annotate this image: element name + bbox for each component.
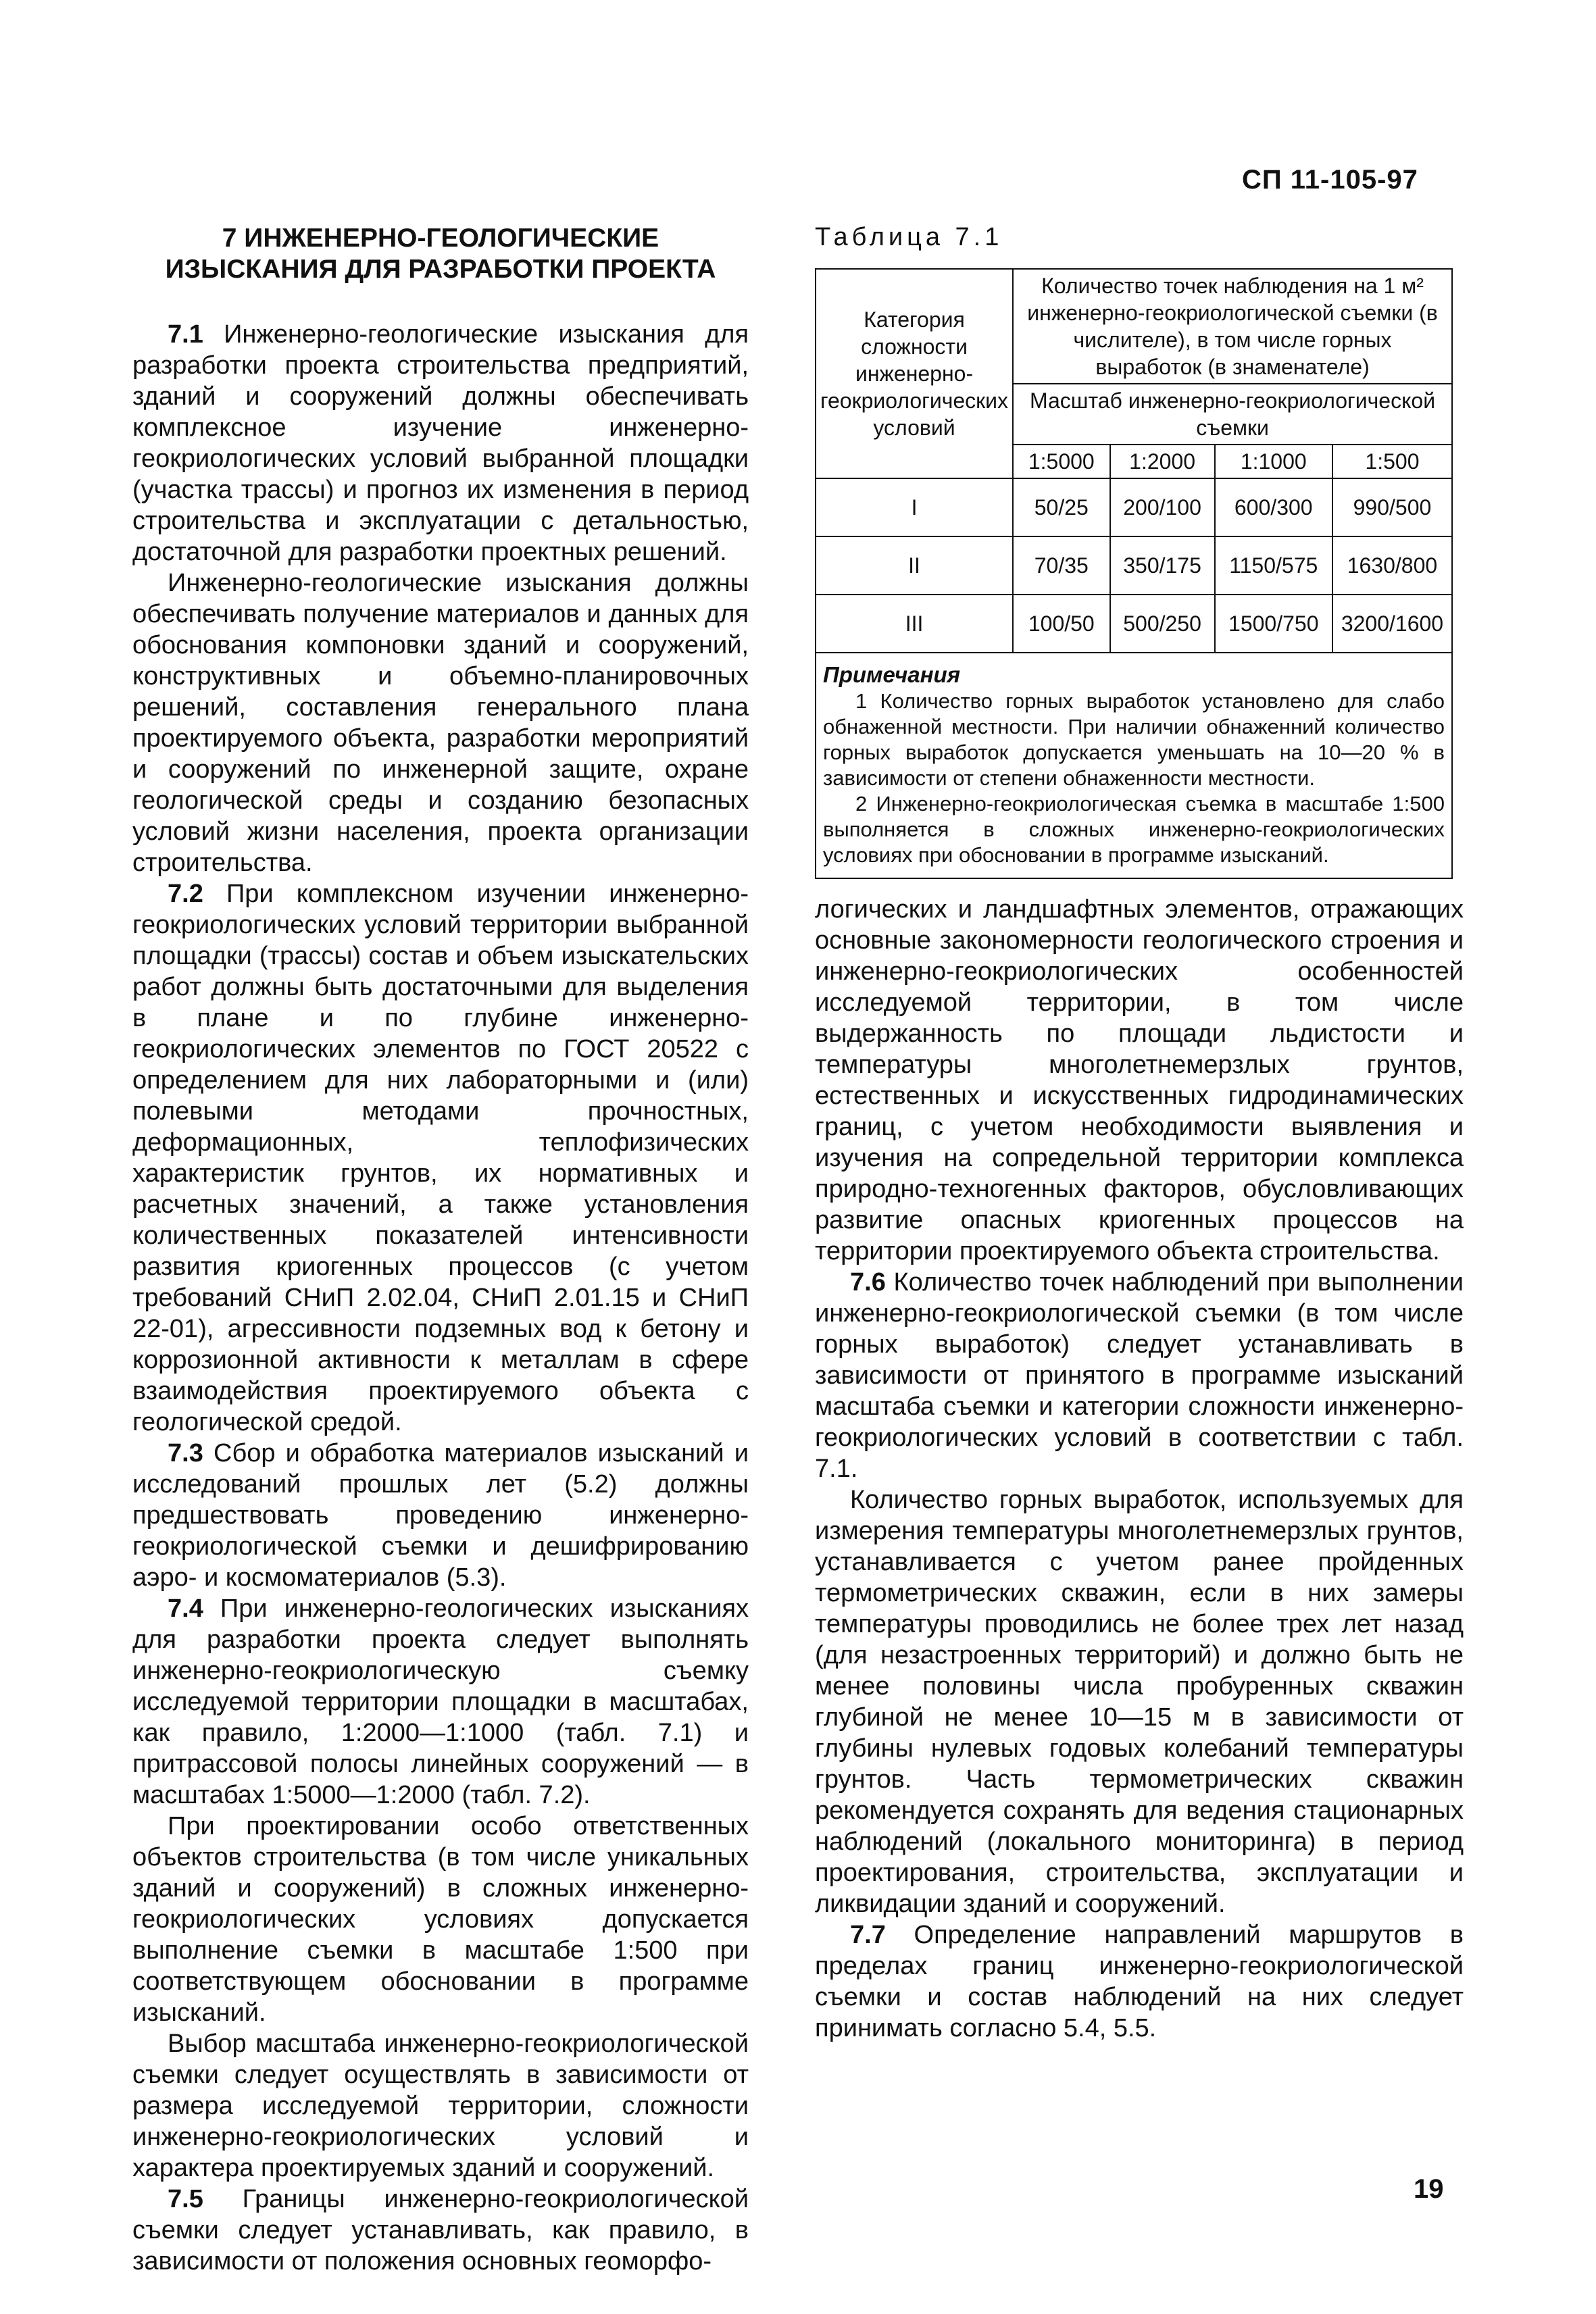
paragraph-text: При проектировании особо ответственных объектов строительства (в том числе уникальных зданий и сооружений) в сложных инженерно-геокриологических условиях допускается выполнение съемки в масштабе 1:500 при соответствующем обосновании в программе изысканий. xyxy=(132,1812,749,2027)
category-cell: I xyxy=(816,478,1013,536)
table-notes xyxy=(816,653,1452,878)
paragraph-7-4 xyxy=(132,1593,749,1811)
category-header: Категория сложности инженерно-геокриологических условий xyxy=(816,269,1013,478)
value-cell: 1500/750 xyxy=(1215,595,1332,653)
value-cell: 3200/1600 xyxy=(1332,595,1452,653)
section-heading-line-1: 7 ИНЖЕНЕРНО-ГЕОЛОГИЧЕСКИЕ xyxy=(222,224,659,253)
clause-number: 7.3 xyxy=(168,1439,203,1467)
scale-cell: 1:2000 xyxy=(1110,445,1215,478)
note-2: 2 Инженерно-геокриологическая съемка в масштабе 1:500 выполняется в сложных инженерно-геокриологических условиях при обосновании в программе изысканий. xyxy=(823,792,1445,867)
paragraph-7-6-cont xyxy=(815,1484,1464,1919)
note-1: 1 Количество горных выработок установлено для слабо обнаженной местности. При наличии обнаженний количество горных выработок допускается уменьшать на 10—20 % в зависимости от степени обнаженности местности. xyxy=(823,689,1445,790)
paragraph-7-3 xyxy=(132,1438,749,1593)
paragraph-7-1-cont xyxy=(132,568,749,878)
left-column xyxy=(132,223,749,2277)
scale-header: Масштаб инженерно-геокриологической съемки xyxy=(1013,384,1452,445)
page-number: 19 xyxy=(1414,2174,1444,2204)
paragraph-text: Инженерно-геологические изыскания для разработки проекта строительства предприятий, зданий и сооружений должны обеспечивать комплексное изучение инженерно-геокриологических условий выбранной площадки (участка трассы) и прогноз их изменения в период строительства и эксплуатации с детальностью, достаточной для разработки проектных решений. xyxy=(132,320,749,566)
value-cell: 70/35 xyxy=(1013,536,1109,595)
clause-number: 7.4 xyxy=(168,1594,203,1623)
paragraph-text: Определение направлений маршрутов в пределах границ инженерно-геокриологической съемки и состав наблюдений на них следует принимать согласно 5.4, 5.5. xyxy=(815,1921,1464,2042)
value-cell: 350/175 xyxy=(1110,536,1215,595)
paragraph-text: Границы инженерно-геокриологической съемки следует устанавливать, как правило, в зависимости от положения основных геоморфо- xyxy=(132,2185,749,2275)
value-cell: 100/50 xyxy=(1013,595,1109,653)
scale-cell: 1:500 xyxy=(1332,445,1452,478)
table-row xyxy=(816,536,1452,595)
value-cell: 500/250 xyxy=(1110,595,1215,653)
scale-cell: 1:5000 xyxy=(1013,445,1109,478)
clause-number: 7.7 xyxy=(850,1921,886,1949)
paragraph-7-6 xyxy=(815,1267,1464,1484)
paragraph-text: логических и ландшафтных элементов, отражающих основные закономерности геологического строения и инженерно-геокриологических особенностей исследуемой территории, в том числе выдержанность по площади льдистости и температуры многолетнемерзлых грунтов, естественных и искусственных гидродинамических границ, с учетом необходимости выявления и изучения на сопредельной территории комплекса природно-техногенных факторов, обусловливающих развитие опасных криогенных процессов на территории проектируемого объекта строительства. xyxy=(815,895,1464,1265)
count-header: Количество точек наблюдения на 1 м² инженерно-геокриологической съемки (в числителе), в том числе горных выработок (в знаменателе) xyxy=(1013,269,1452,384)
category-cell: III xyxy=(816,595,1013,653)
clause-number: 7.2 xyxy=(168,880,203,908)
paragraph-7-5-cont xyxy=(815,894,1464,1267)
paragraph-text: При инженерно-геологических изысканиях для разработки проекта следует выполнять инженерно-геокриологическую съемку исследуемой территории площадки в масштабах, как правило, 1:2000—1:1000 (табл. 7.1) и притрассовой полосы линейных сооружений — в масштабах 1:5000—1:2000 (табл. 7.2). xyxy=(132,1594,749,1809)
scale-cell: 1:1000 xyxy=(1215,445,1332,478)
category-cell: II xyxy=(816,536,1013,595)
paragraph-text: Количество точек наблюдений при выполнении инженерно-геокриологической съемки (в том числе горных выработок) следует устанавливать в зависимости от принятого в программе изысканий масштаба съемки и категории сложности инженерно-геокриологических условий в соответствии с табл. 7.1. xyxy=(815,1268,1464,1483)
value-cell: 600/300 xyxy=(1215,478,1332,536)
value-cell: 50/25 xyxy=(1013,478,1109,536)
value-cell: 1630/800 xyxy=(1332,536,1452,595)
paragraph-7-4-cont-2 xyxy=(132,2028,749,2184)
clause-number: 7.5 xyxy=(168,2185,203,2213)
paragraph-text: Количество горных выработок, используемых для измерения температуры многолетнемерзлых грунтов, устанавливается с учетом ранее пройденных термометрических скважин, если в них замеры температуры проводились не более трех лет назад (для незастроенных территорий) и должно быть не менее половины числа пробуренных скважин глубиной не менее 10—15 м в зависимости от глубины нулевых годовых колебаний температуры грунтов. Часть термометрических скважин рекомендуется сохранять для ведения стационарных наблюдений (локального мониторинга) в период проектирования, строительства, эксплуатации и ликвидации зданий и сооружений. xyxy=(815,1486,1464,1918)
clause-number: 7.1 xyxy=(168,320,203,349)
table-row xyxy=(816,595,1452,653)
paragraph-text: При комплексном изучении инженерно-геокриологических условий территории выбранной площадки (трассы) состав и объем изыскательских работ должны быть достаточными для выделения в плане и по глубине инженерно-геокриологических элементов по ГОСТ 20522 с определением для них лабораторными и (или) полевыми методами прочностных, деформационных, теплофизических характеристик грунтов, их нормативных и расчетных значений, а также установления количественных показателей интенсивности развития криогенных процессов (с учетом требований СНиП 2.02.04, СНиП 2.01.15 и СНиП 22-01), агрессивности подземных вод к бетону и коррозионной активности к металлам в сфере взаимодействия проектируемого объекта с геологической средой. xyxy=(132,880,749,1436)
paragraph-7-7 xyxy=(815,1919,1464,2044)
value-cell: 1150/575 xyxy=(1215,536,1332,595)
right-column xyxy=(815,223,1464,2044)
clause-number: 7.6 xyxy=(850,1268,886,1297)
document-code: СП 11-105-97 xyxy=(1242,165,1418,195)
table-caption: Таблица 7.1 xyxy=(815,223,1003,251)
value-cell: 990/500 xyxy=(1332,478,1452,536)
paragraph-7-4-cont-1 xyxy=(132,1811,749,2028)
section-heading xyxy=(132,223,749,285)
paragraph-7-5 xyxy=(132,2184,749,2277)
paragraph-7-1 xyxy=(132,319,749,568)
section-heading-line-2: ИЗЫСКАНИЯ ДЛЯ РАЗРАБОТКИ ПРОЕКТА xyxy=(165,255,716,284)
paragraph-text: Сбор и обработка материалов изысканий и исследований прошлых лет (5.2) должны предшествовать проведению инженерно-геокриологической съемки и дешифрированию аэро- и космоматериалов (5.3). xyxy=(132,1439,749,1592)
paragraph-7-2 xyxy=(132,878,749,1438)
paragraph-text: Выбор масштаба инженерно-геокриологической съемки следует осуществлять в зависимости от размера исследуемой территории, сложности инженерно-геокриологических условий и характера проектируемых зданий и сооружений. xyxy=(132,2030,749,2182)
notes-title: Примечания xyxy=(823,662,961,687)
table-row xyxy=(816,478,1452,536)
paragraph-text: Инженерно-геологические изыскания должны обеспечивать получение материалов и данных для обоснования компоновки зданий и сооружений, конструктивных и объемно-планировочных решений, составления генерального плана проектируемого объекта, разработки мероприятий и сооружений по инженерной защите, охране геологической среды и созданию безопасных условий жизни населения, проекта организации строительства. xyxy=(132,569,749,877)
table-7-1 xyxy=(815,268,1453,879)
value-cell: 200/100 xyxy=(1110,478,1215,536)
